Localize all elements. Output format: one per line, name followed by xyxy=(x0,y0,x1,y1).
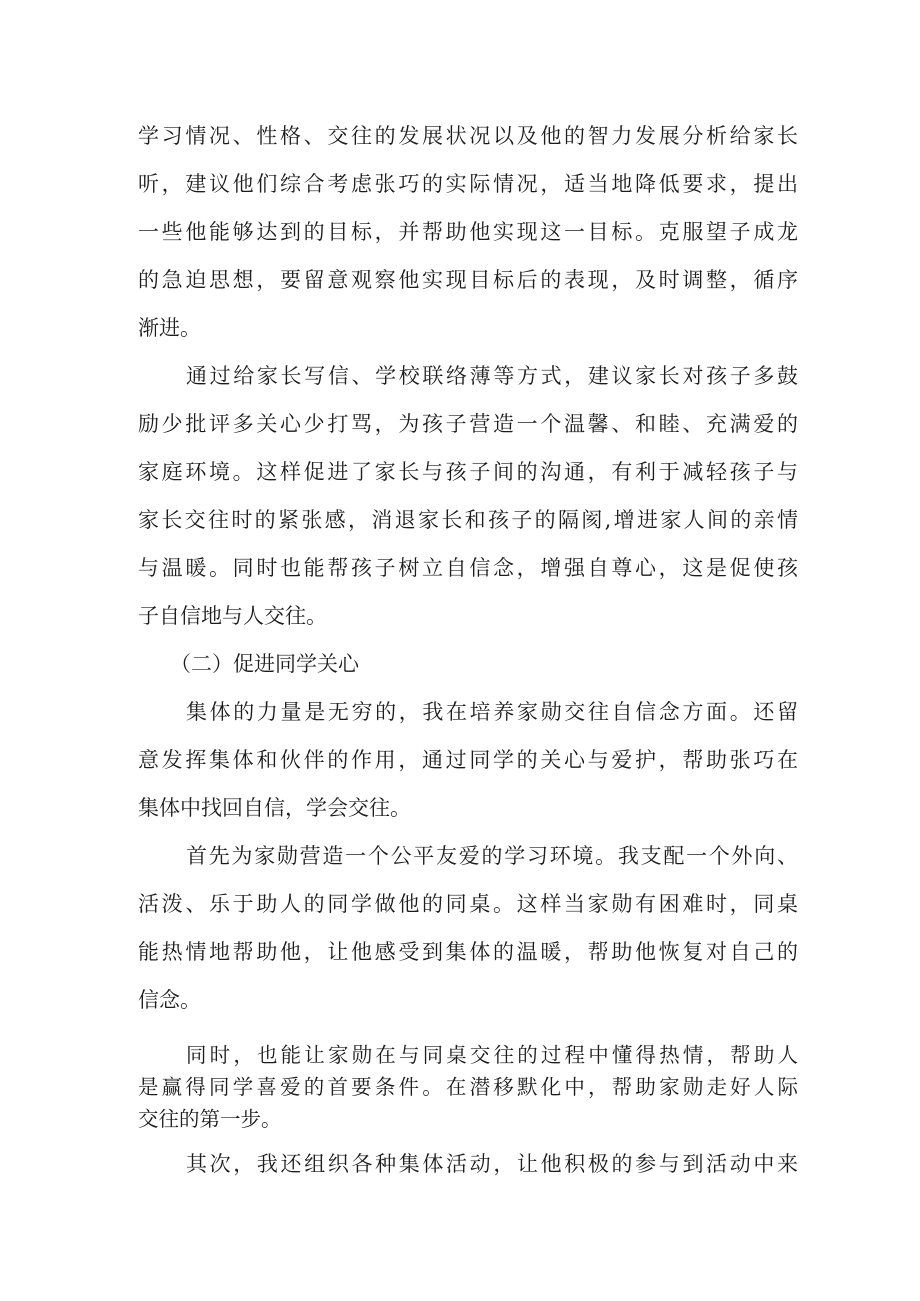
paragraph-3-line-1: 集体的力量是无穷的，我在培养家勋交往自信念方面。还留 xyxy=(186,700,798,724)
paragraph-2-line-2: 励少批评多关心少打骂，为孩子营造一个温馨、和睦、充满爱的 xyxy=(138,412,798,436)
paragraph-1-line-4: 的急迫思想，要留意观察他实现目标后的表现，及时调整，循序 xyxy=(138,268,798,292)
section-heading: （二）促进同学关心 xyxy=(170,652,359,676)
paragraph-2-line-5: 与温暖。同时也能帮孩子树立自信念，增强自尊心，这是促使孩 xyxy=(138,556,798,580)
paragraph-1-line-5: 渐进。 xyxy=(138,316,201,340)
paragraph-4-line-1: 首先为家勋营造一个公平友爱的学习环境。我支配一个外向、 xyxy=(186,844,798,868)
paragraph-6-line-1: 其次，我还组织各种集体活动，让他积极的参与到活动中来 xyxy=(186,1152,798,1176)
paragraph-4-line-2: 活泼、乐于助人的同学做他的同桌。这样当家勋有困难时，同桌 xyxy=(138,892,798,916)
paragraph-2-line-1: 通过给家长写信、学校联络薄等方式，建议家长对孩子多鼓 xyxy=(186,364,798,388)
paragraph-5-line-1: 同时，也能让家勋在与同桌交往的过程中懂得热情，帮助人 xyxy=(186,1043,798,1067)
paragraph-2-line-6: 子自信地与人交往。 xyxy=(138,604,327,628)
paragraph-3-line-3: 集体中找回自信，学会交往。 xyxy=(138,796,411,820)
paragraph-4-line-3: 能热情地帮助他，让他感受到集体的温暖，帮助他恢复对自己的 xyxy=(138,940,798,964)
paragraph-4-line-4: 信念。 xyxy=(138,988,201,1012)
paragraph-1-line-1: 学习情况、性格、交往的发展状况以及他的智力发展分析给家长 xyxy=(138,124,798,148)
paragraph-1-line-3: 一些他能够达到的目标，并帮助他实现这一目标。克服望子成龙 xyxy=(138,220,798,244)
paragraph-5-line-2: 是赢得同学喜爱的首要条件。在潜移默化中，帮助家勋走好人际 xyxy=(138,1075,798,1099)
paragraph-2-line-3: 家庭环境。这样促进了家长与孩子间的沟通，有利于减轻孩子与 xyxy=(138,460,798,484)
paragraph-1-line-2: 听，建议他们综合考虑张巧的实际情况，适当地降低要求，提出 xyxy=(138,172,798,196)
paragraph-2-line-4: 家长交往时的紧张感，消退家长和孩子的隔阂,增进家人间的亲情 xyxy=(138,508,798,532)
paragraph-5-line-3: 交往的第一步。 xyxy=(138,1107,282,1131)
paragraph-3-line-2: 意发挥集体和伙伴的作用，通过同学的关心与爱护，帮助张巧在 xyxy=(138,748,798,772)
